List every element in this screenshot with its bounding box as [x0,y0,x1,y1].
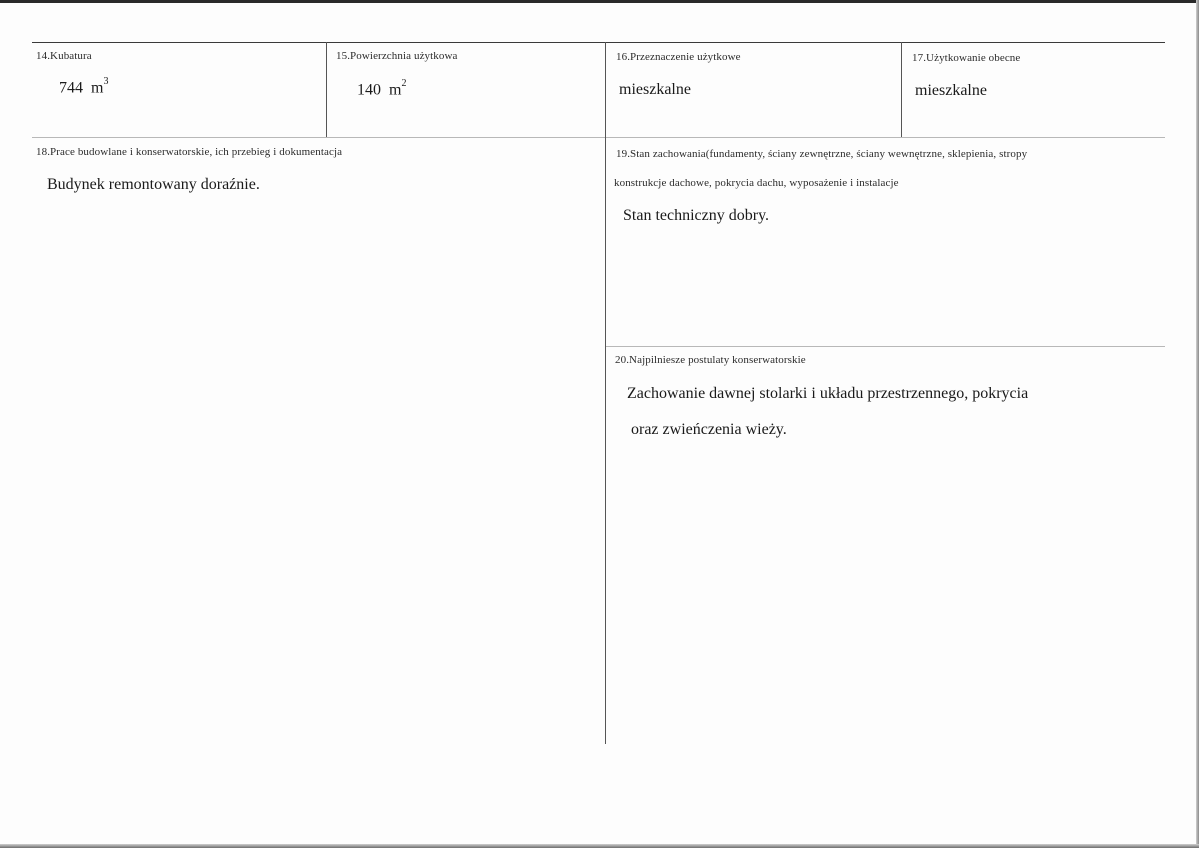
powierzchnia-unit: m [389,81,402,99]
col-divider-main [605,42,606,744]
uzytkowanie-label: 17.Użytkowanie obecne [912,52,1021,64]
scan-top-edge [0,0,1199,3]
postulaty-value-line2: oraz zwieńczenia wieży. [631,421,787,438]
przeznaczenie-value: mieszkalne [619,81,691,98]
powierzchnia-value [357,80,406,99]
postulaty-value-line1: Zachowanie dawnej stolarki i układu przestrzennego, pokrycia [627,385,1029,402]
postulaty-label: 20.Najpilniesze postulaty konserwatorskie [615,354,806,366]
powierzchnia-label: 15.Powierzchnia użytkowa [336,50,458,62]
kubatura-label: 14.Kubatura [36,50,92,62]
kubatura-exponent: 3 [103,76,109,87]
section19-bottom-border [606,346,1165,347]
row1-bottom-border [32,137,1165,138]
prace-value: Budynek remontowany doraźnie. [47,176,260,193]
przeznaczenie-label: 16.Przeznaczenie użytkowe [616,51,741,63]
prace-label: 18.Prace budowlane i konserwatorskie, ich przebieg i dokumentacja [36,146,343,158]
powierzchnia-exponent: 2 [401,78,407,89]
col-divider-3 [901,42,902,137]
powierzchnia-number: 140 [357,81,381,99]
stan-label-line2: konstrukcje dachowe, pokrycia dachu, wyposażenie i instalacje [614,177,899,189]
form-top-border [32,42,1165,43]
stan-value: Stan techniczny dobry. [623,207,770,224]
col-divider-1 [326,42,327,137]
uzytkowanie-value: mieszkalne [915,82,987,99]
stan-label-line1: 19.Stan zachowania(fundamenty, ściany zewnętrzne, ściany wewnętrzne, sklepienia, stropy [616,148,1028,160]
kubatura-value [59,78,108,97]
kubatura-number: 744 [59,79,83,97]
scan-bottom-edge [0,844,1199,848]
kubatura-unit: m [91,79,104,97]
